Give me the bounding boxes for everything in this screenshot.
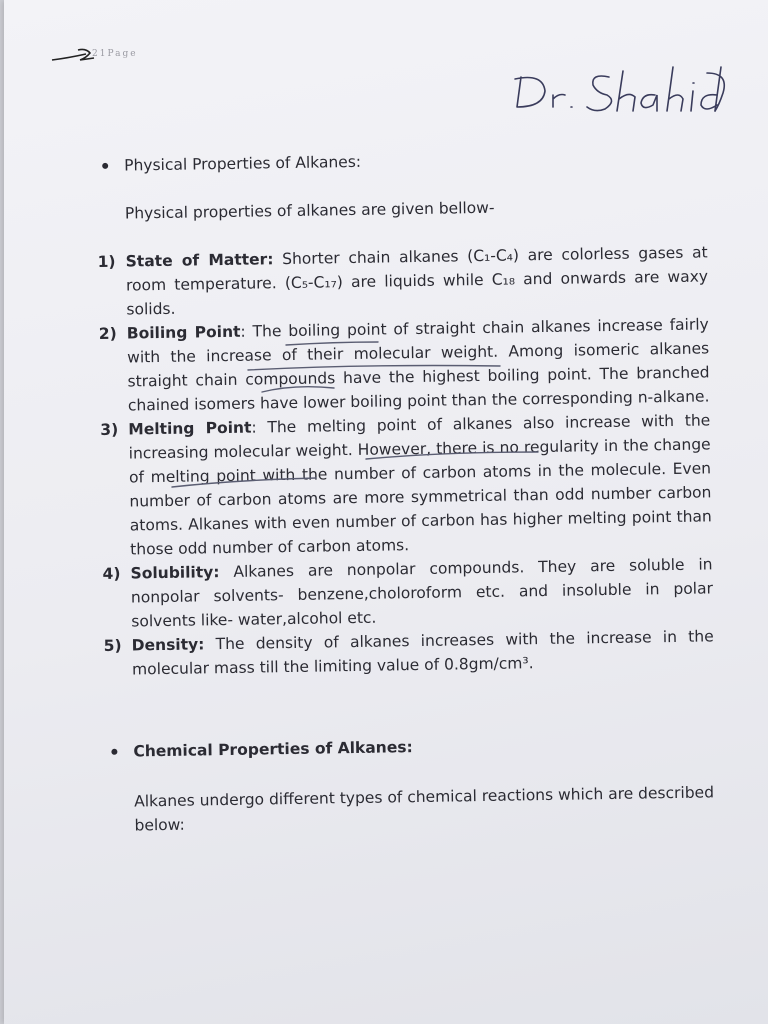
list-text: The density of alkanes increases with the increase in the molecular mass till the limiting value of 0.8gm/cm³.	[131, 627, 714, 679]
document-page	[4, 0, 768, 1024]
list-text: : The boiling point of straight chain alkanes increase fairly with the increase of their molecular weight. Among isomeric alkanes straight chain compounds have the highest boiling point. The branched chained isomers have lower boiling point than the corresponding n-alkane.	[127, 315, 710, 415]
heading-text: Chemical Properties of Alkanes:	[133, 738, 413, 761]
document-content	[96, 144, 717, 837]
list-number: 4)	[102, 564, 121, 583]
bullet-icon	[111, 749, 117, 755]
list-term: Boiling Point	[126, 322, 241, 343]
list-text: Shorter chain alkanes (C₁-C₄) are colorless gases at room temperature. (C₅-C₁₇) are liquids while C₁₈ and onwards are waxy solids.	[125, 243, 709, 319]
list-text: Alkanes are nonpolar compounds. They are soluble in nonpolar solvents- benzene,choloroform etc. and insoluble in polar solvents like- water,alcohol etc.	[130, 555, 714, 631]
chemical-properties-heading	[105, 730, 715, 764]
list-term: Melting Point	[128, 418, 252, 439]
list-item-state-of-matter	[98, 240, 709, 322]
list-text: : The melting point of alkanes also increase with the increasing molecular weight. However, there is no regularity in the change of melting point with the number of carbon atoms in the molecule. Even number of carbon atoms are more symmetrical than odd number carbon atoms. Alkanes with even number of carbon has higher melting point than those odd number of carbon atoms.	[128, 411, 712, 559]
chemical-intro: Alkanes undergo different types of chemical reactions which are described below:	[134, 783, 715, 835]
list-number: 3)	[100, 420, 119, 439]
list-number: 5)	[103, 636, 122, 655]
page-number	[50, 44, 160, 68]
handwritten-signature	[507, 55, 732, 127]
bullet-icon	[102, 163, 108, 169]
list-term: Density:	[131, 635, 205, 655]
list-item-solubility	[102, 552, 713, 634]
list-item-boiling-point	[99, 312, 710, 418]
physical-properties-heading	[96, 144, 706, 178]
list-term: Solubility:	[130, 563, 220, 583]
list-item-melting-point	[100, 408, 712, 562]
list-number: 2)	[98, 324, 117, 343]
signature-drawing	[507, 55, 732, 127]
physical-properties-list	[98, 240, 715, 682]
list-item-density	[104, 624, 715, 682]
list-number: 1)	[97, 252, 116, 271]
physical-intro: Physical properties of alkanes are given bellow-	[124, 198, 495, 223]
page-number-text: 21Page	[92, 49, 138, 59]
heading-text: Physical Properties of Alkanes:	[124, 152, 362, 175]
list-term: State of Matter:	[125, 250, 274, 271]
